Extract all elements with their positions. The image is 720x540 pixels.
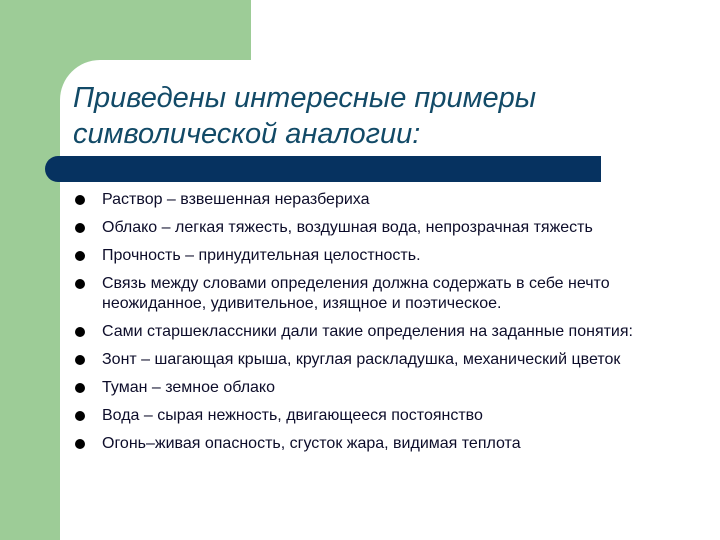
bullet-text: Прочность – принудительная целостность. xyxy=(102,247,421,264)
bullet-dot-icon xyxy=(75,327,85,337)
bullet-text: Вода – сырая нежность, двигающееся постоянство xyxy=(102,407,483,424)
bullet-dot-icon xyxy=(75,279,85,289)
bullet-item xyxy=(73,218,703,238)
bullet-text: Туман – земное облако xyxy=(102,379,276,396)
bullet-item xyxy=(73,350,703,370)
bullet-text: Огонь–живая опасность, сгусток жара, видимая теплота xyxy=(102,435,521,452)
bullet-dot-icon xyxy=(75,411,85,421)
bullet-text: Раствор – взвешенная неразбериха xyxy=(102,191,370,208)
bullet-text: Связь между словами определения должна содержать в себе нечто неожиданное, удивительное, изящное и поэтическое. xyxy=(102,275,610,312)
bullet-item xyxy=(73,246,703,266)
bullet-item xyxy=(73,322,703,342)
bullet-dot-icon xyxy=(75,439,85,449)
bullet-item xyxy=(73,406,703,426)
bullet-item xyxy=(73,434,703,454)
bullet-dot-icon xyxy=(75,223,85,233)
bullet-item xyxy=(73,274,703,314)
bullet-list xyxy=(73,190,703,462)
bullet-text: Зонт – шагающая крыша, круглая раскладушка, механический цветок xyxy=(102,351,621,368)
bullet-dot-icon xyxy=(75,195,85,205)
bullet-item xyxy=(73,190,703,210)
bullet-text: Сами старшеклассники дали такие определения на заданные понятия: xyxy=(102,323,633,340)
title-divider-bar xyxy=(45,156,601,182)
bullet-dot-icon xyxy=(75,383,85,393)
bullet-dot-icon xyxy=(75,251,85,261)
bullet-dot-icon xyxy=(75,355,85,365)
bullet-text: Облако – легкая тяжесть, воздушная вода, непрозрачная тяжесть xyxy=(102,219,593,236)
bullet-item xyxy=(73,378,703,398)
slide-title: Приведены интересные примеры символической аналогии: xyxy=(73,82,537,150)
